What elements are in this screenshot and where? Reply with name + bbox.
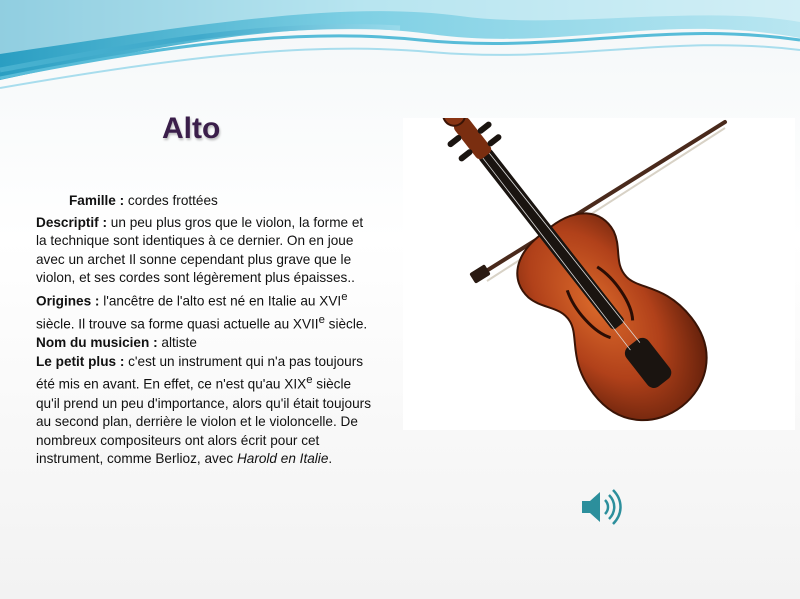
descriptif-paragraph [36, 214, 376, 288]
petit-plus-text-2: siècle qu'il prend un peu d'importance, alors qu'il était toujours au second plan, derrière le violon et le violoncelle. De nombreux compositeurs ont alors écrit pour cet instrument, comme Berlioz, avec [36, 376, 371, 467]
origines-text-2: siècle. Il trouve sa forme quasi actuelle au XVII [36, 316, 319, 332]
famille-label: Famille : [69, 193, 125, 208]
origines-text-3: siècle. [324, 316, 368, 332]
descriptif-value: un peu plus gros que le violon, la forme et la technique sont identiques à ce dernier. On en joue avec un archet Il sonne cependant plus grave que le violon, et ses cordes sont légèrement plus épaisses.. [36, 214, 364, 286]
famille-line [36, 192, 376, 211]
superscript: e [306, 374, 313, 387]
descriptif-label: Descriptif : [36, 214, 108, 230]
origines-paragraph [36, 288, 376, 334]
petit-plus-text-1: c'est un instrument qui n'a pas toujours été mis en avant. En effet, ce n'est qu'au XIX [36, 353, 364, 392]
musicien-line [36, 334, 376, 353]
viola-image [403, 118, 795, 430]
viola-drawing [403, 118, 795, 430]
famille-value: cordes frottées [124, 193, 218, 208]
superscript: e [318, 314, 325, 327]
origines-text-1: l'ancêtre de l'alto est né en Italie au XVI [99, 293, 342, 309]
superscript: e [341, 290, 348, 303]
musicien-label: Nom du musicien : [36, 335, 158, 351]
petit-plus-text-3: . [328, 451, 333, 467]
header-waves [0, 0, 800, 100]
description-text [36, 192, 376, 469]
slide-title: Alto [162, 112, 221, 145]
origines-label: Origines : [36, 293, 100, 309]
petit-plus-paragraph [36, 353, 376, 469]
petit-plus-label: Le petit plus : [36, 353, 125, 369]
speaker-icon[interactable] [578, 486, 624, 528]
work-title: Harold en Italie [236, 451, 329, 467]
musicien-value: altiste [157, 335, 197, 351]
